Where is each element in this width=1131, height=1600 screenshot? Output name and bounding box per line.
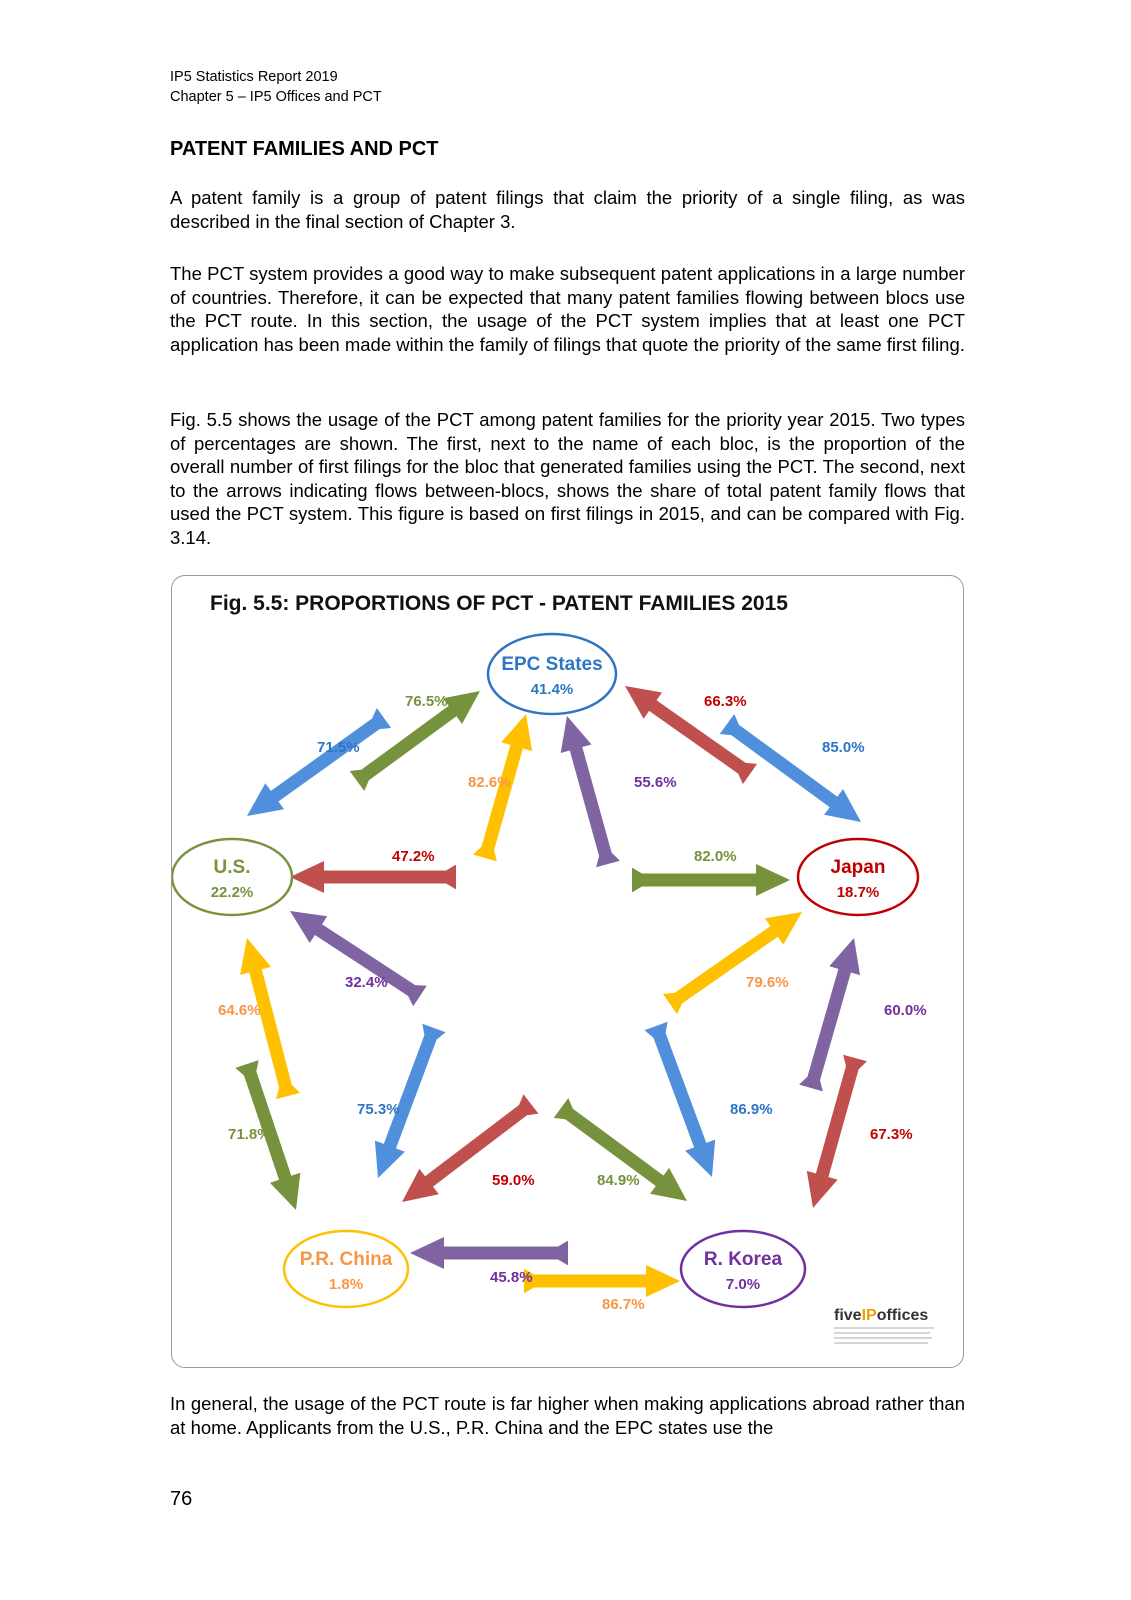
node-us-value: 22.2% xyxy=(210,884,254,901)
arrow-p-r-china-to-japan xyxy=(663,912,802,1014)
flow-label-p-r-china-to-r-korea: 86.7% xyxy=(602,1296,645,1313)
node-korea-value: 7.0% xyxy=(725,1276,761,1293)
node-epc-name: EPC States xyxy=(501,654,603,675)
flow-label-r-korea-to-p-r-china: 45.8% xyxy=(490,1269,533,1286)
node-japan-value: 18.7% xyxy=(836,884,880,901)
flow-label-r-korea-to-epc-states: 55.6% xyxy=(634,774,677,791)
flow-label-epc-states-to-p-r-china: 75.3% xyxy=(357,1101,400,1118)
flow-diagram xyxy=(172,576,965,1369)
flow-label-japan-to-u-s-: 47.2% xyxy=(392,848,435,865)
flow-label-japan-to-r-korea: 67.3% xyxy=(870,1126,913,1143)
arrow-p-r-china-to-r-korea xyxy=(524,1265,680,1297)
page-number: 76 xyxy=(170,1488,193,1510)
node-china-name: P.R. China xyxy=(299,1249,393,1270)
running-header-chapter: Chapter 5 – IP5 Offices and PCT xyxy=(170,89,382,105)
flow-label-p-r-china-to-epc-states: 82.6% xyxy=(468,774,511,791)
flow-label-r-korea-to-japan: 60.0% xyxy=(884,1002,927,1019)
arrow-r-korea-to-u-s- xyxy=(290,911,427,1006)
flow-label-epc-states-to-u-s-: 71.5% xyxy=(317,739,360,756)
running-header-title: IP5 Statistics Report 2019 xyxy=(170,69,338,85)
flow-label-epc-states-to-r-korea: 86.9% xyxy=(730,1101,773,1118)
node-korea-name: R. Korea xyxy=(703,1249,783,1270)
flow-label-p-r-china-to-u-s-: 64.6% xyxy=(218,1002,261,1019)
paragraph-3: Fig. 5.5 shows the usage of the PCT among patent families for the priority year 2015. Two types of percentages are shown. The first, next to the name of each bloc, is the proportion of the overall number of first filings for the bloc that generated families using the PCT. The second, next to the arrows indicating flows between-blocs, shows the share of total patent family flows that used the PCT system. This figure is based on first filings in 2015, and can be compared with Fig. 3.14. xyxy=(170,409,965,548)
paragraph-4: In general, the usage of the PCT route is far higher when making applications abroad rather than at home. Applicants from the U.S., P.R. China and the EPC states use the xyxy=(170,1393,965,1438)
flow-label-u-s-to-r-korea: 84.9% xyxy=(597,1172,640,1189)
arrow-epc-states-to-r-korea xyxy=(644,1022,715,1177)
flow-label-p-r-china-to-japan: 79.6% xyxy=(746,974,789,991)
flow-label-u-s-to-japan: 82.0% xyxy=(694,848,737,865)
node-us-name: U.S. xyxy=(213,857,251,878)
flow-arrows xyxy=(235,686,867,1297)
flow-label-japan-to-epc-states: 66.3% xyxy=(704,693,747,710)
node-epc-value: 41.4% xyxy=(530,681,574,698)
arrow-r-korea-to-p-r-china xyxy=(410,1237,568,1269)
bloc-nodes xyxy=(172,634,918,1307)
flow-label-r-korea-to-u-s-: 32.4% xyxy=(345,974,388,991)
paragraph-2: The PCT system provides a good way to make subsequent patent applications in a large number of countries. Therefore, it can be expected that many patent families flowing between blocs use the PCT route. In this section, the usage of the PCT system implies that at least one PCT application has been made within the family of filings that quote the priority of the same first filing. xyxy=(170,263,965,355)
node-japan-name: Japan xyxy=(830,857,886,878)
arrow-r-korea-to-epc-states xyxy=(561,716,620,867)
arrow-u-s-to-japan xyxy=(632,864,790,896)
flow-label-u-s-to-p-r-china: 71.8% xyxy=(228,1126,271,1143)
flow-label-japan-to-p-r-china: 59.0% xyxy=(492,1172,535,1189)
node-china-value: 1.8% xyxy=(328,1276,364,1293)
paragraph-1: A patent family is a group of patent filings that claim the priority of a single filing, as was described in the final section of Chapter 3. xyxy=(170,187,965,232)
flow-label-u-s-to-epc-states: 76.5% xyxy=(405,693,448,710)
flow-label-epc-states-to-japan: 85.0% xyxy=(822,739,865,756)
section-heading: PATENT FAMILIES AND PCT xyxy=(170,138,439,160)
fiveipoffices-logo xyxy=(834,1307,934,1343)
figure-5-5 xyxy=(171,575,964,1368)
arrow-japan-to-u-s- xyxy=(290,861,456,893)
svg-text:fiveIPoffices: fiveIPoffices xyxy=(834,1307,929,1324)
figure-title: Fig. 5.5: PROPORTIONS OF PCT - PATENT FAMILIES 2015 xyxy=(210,592,788,615)
arrow-epc-states-to-u-s- xyxy=(247,708,391,816)
